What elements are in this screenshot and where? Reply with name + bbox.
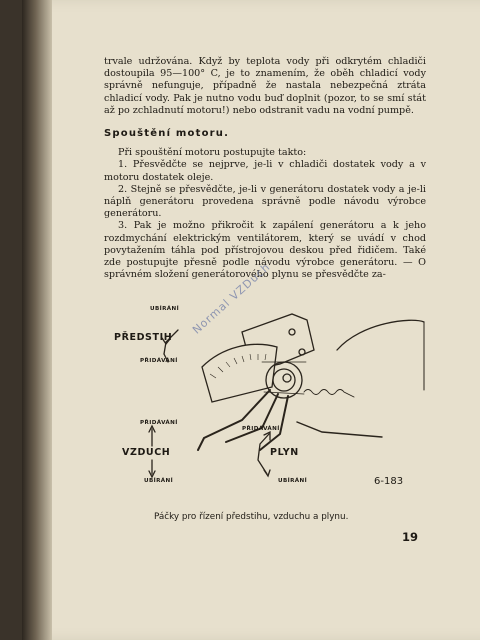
- label-predstih: PŘEDSTIH: [114, 332, 173, 343]
- label-vzduch-pridavani: PŘIDÁVÁNÍ: [140, 420, 178, 426]
- stamp-annotation: Normal VZDuch: [190, 260, 273, 337]
- label-predstih-pridavani: PŘIDÁVÁNÍ: [140, 358, 178, 364]
- label-plyn-pridavani: PŘIDÁVÁNÍ: [242, 426, 280, 432]
- label-vzduch: VZDUCH: [122, 447, 171, 458]
- book-page: [22, 0, 480, 640]
- page-gutter: [22, 0, 52, 640]
- control-levers-figure: [92, 260, 432, 502]
- section-heading: Spouštění motoru.: [104, 128, 230, 140]
- paragraph-4: 2. Stejně se přesvědčte, je-li v generátoru dostatek vody a je-li náplň generátoru provedena správně podle návodu výrobce generátoru.: [104, 183, 426, 220]
- paragraph-5: 3. Pak je možno přikročit k zapálení generátoru a k jeho rozdmychání elektrickým ventilátorem, který se uvádí v chod povytažením táhla pod přístrojovou deskou před řidičem. Také zde postupujte přesně podle návodu výrobce generátoru. — O správném složení generátorového plynu se přesvědčte za-: [104, 220, 426, 281]
- paragraph-1: trvale udržována. Když by teplota vody při odkrytém chladiči dostoupila 95—100° C, je to znamením, že oběh chladicí vody správně nefunguje, případně že nastala nebezpečná ztráta chladicí vody. Pak je nutno vodu buď doplnit (pozor, to se smí stát až po zchladnutí motoru!) nebo odstranit vadu na vodní pumpě.: [104, 56, 426, 116]
- figure-caption: Páčky pro řízení předstihu, vzduchu a plynu.: [154, 512, 349, 522]
- levers-drawing: [92, 292, 432, 502]
- label-vzduch-ubirani: UBÍRÁNÍ: [144, 478, 174, 484]
- paragraph-3: 1. Přesvědčte se nejprve, je-li v chladiči dostatek vody a v motoru dostatek oleje.: [104, 159, 426, 183]
- paragraph-2: Při spouštění motoru postupujte takto:: [118, 147, 307, 159]
- label-plyn: PLYN: [270, 447, 299, 458]
- label-predstih-ubirani: UBÍRÁNÍ: [150, 306, 180, 312]
- figure-number: 6-183: [374, 476, 404, 487]
- label-plyn-ubirani: UBÍRÁNÍ: [278, 478, 308, 484]
- body-text: [104, 56, 426, 281]
- page-number: 19: [402, 530, 419, 544]
